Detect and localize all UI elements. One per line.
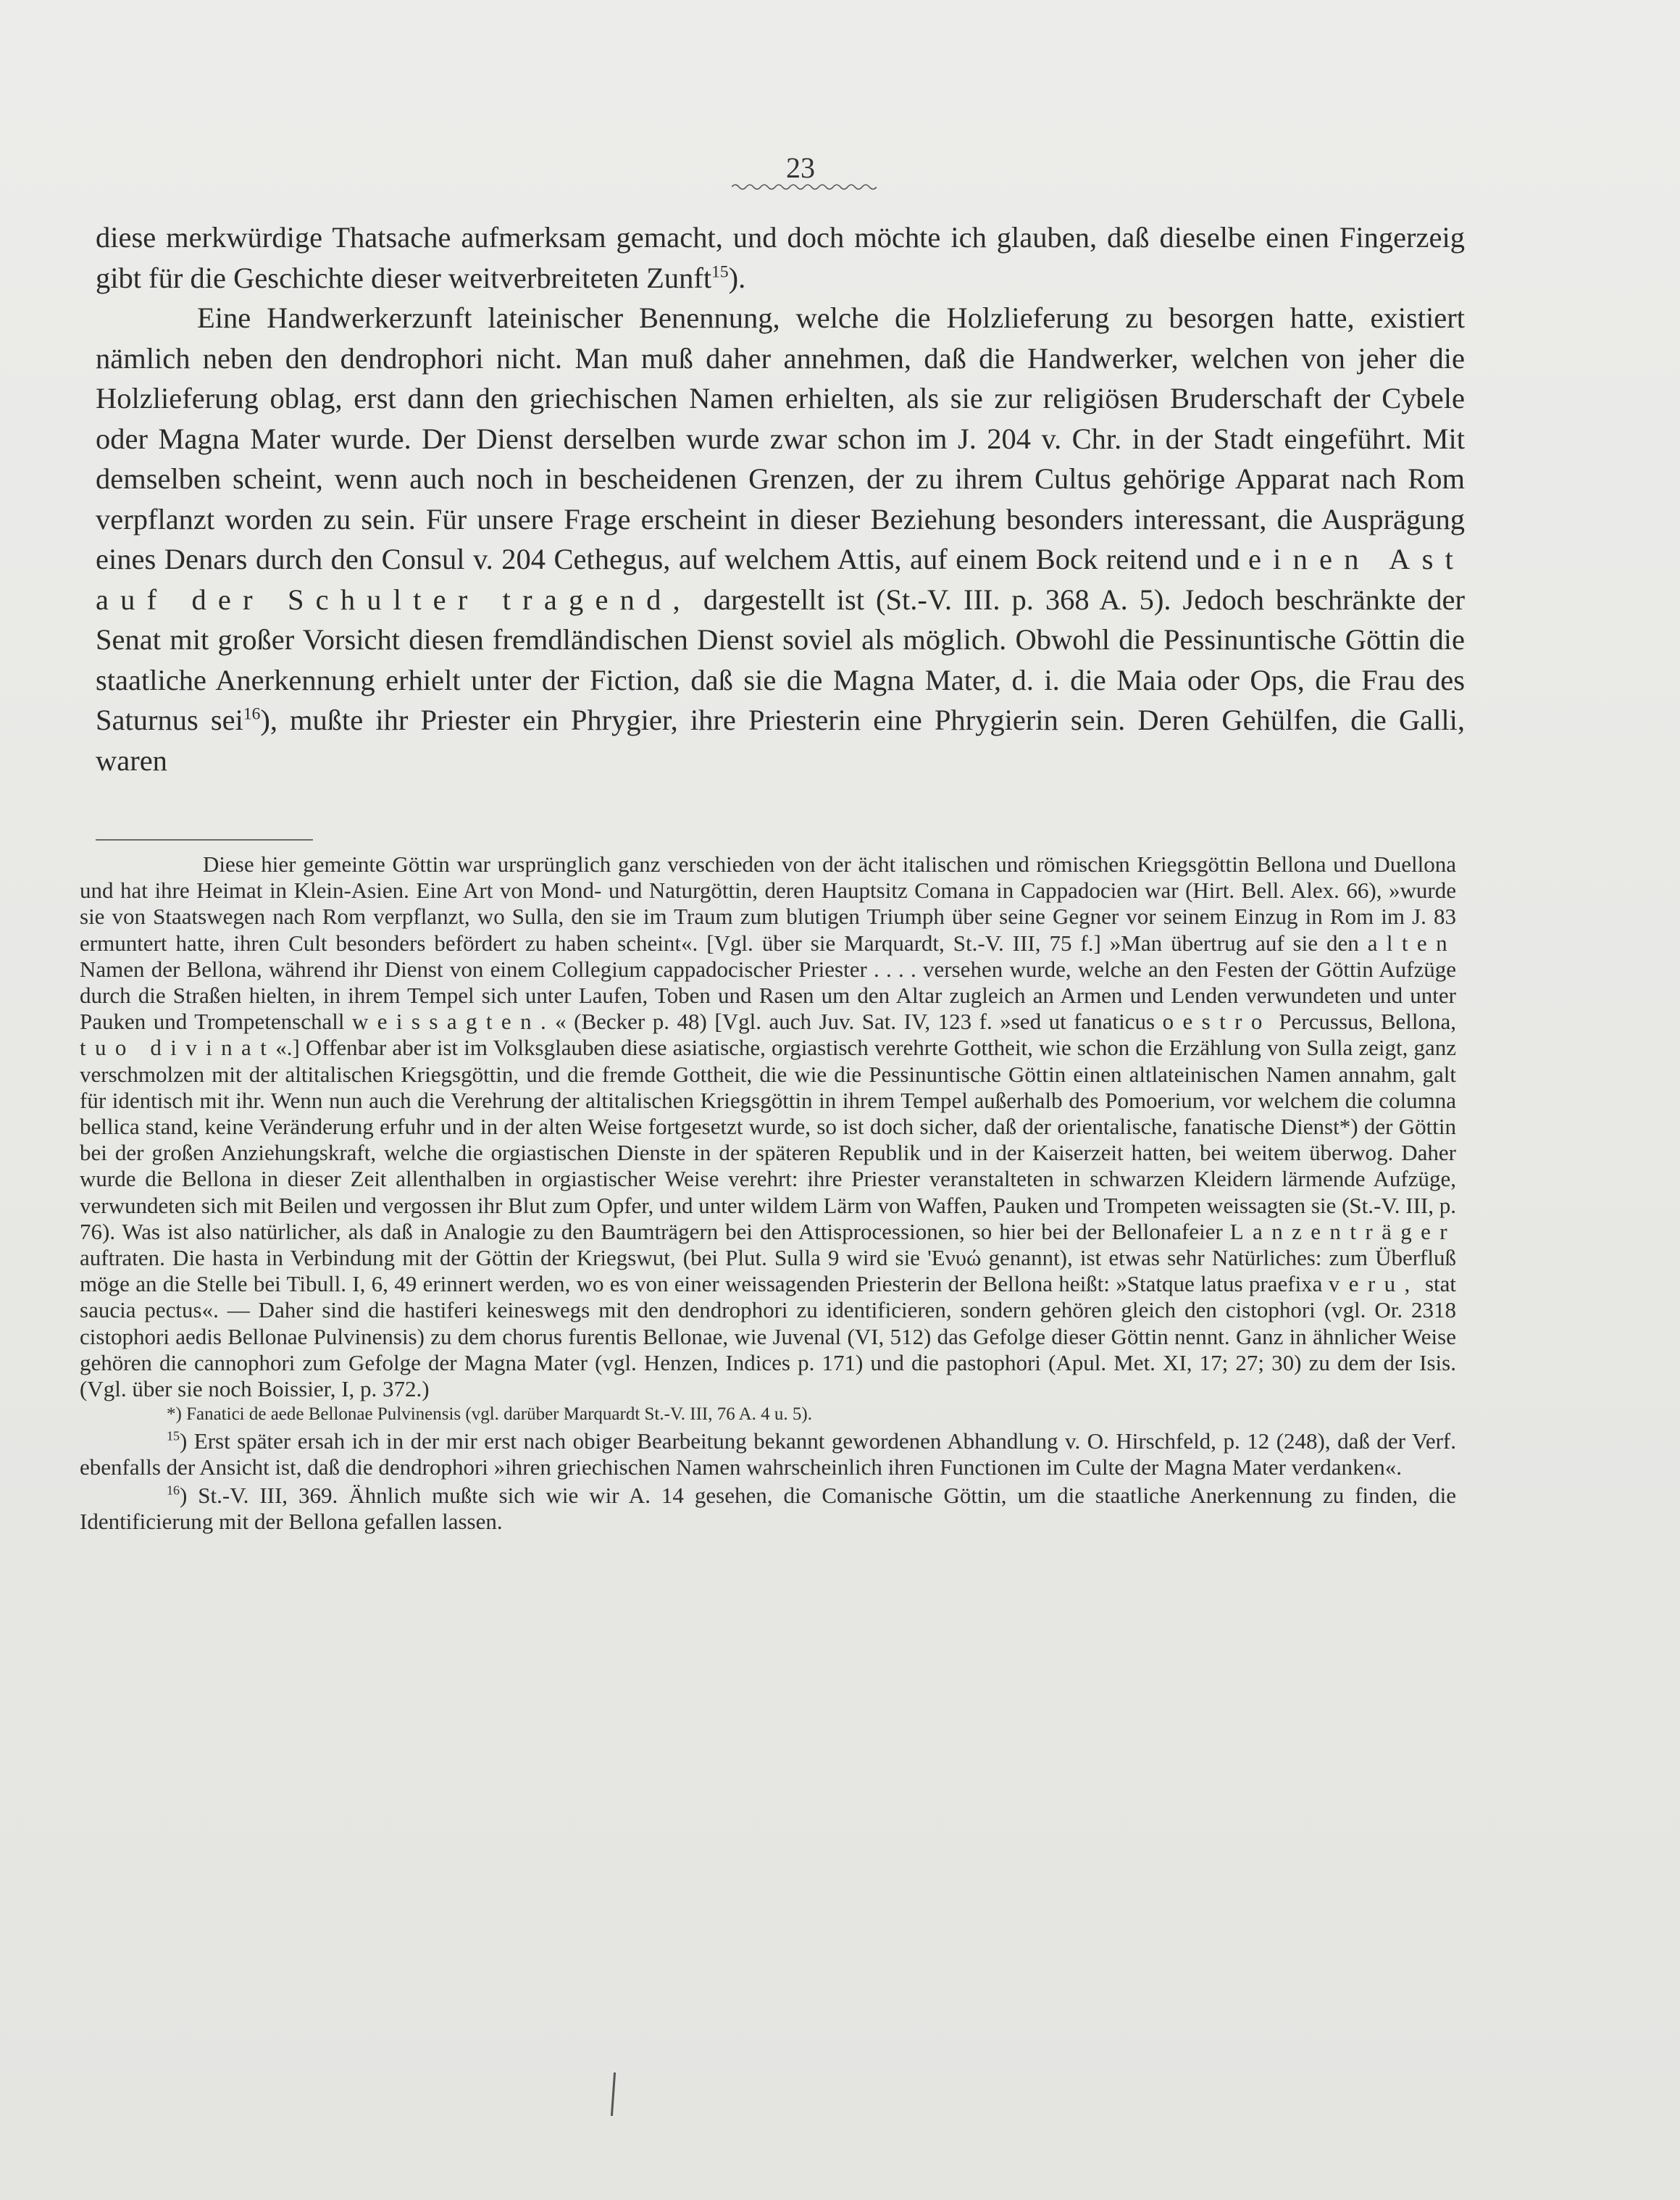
fn14-text-e: «.] Offenbar aber ist im Volksglauben diese asiatische, orgiastisch verehrte Gottheit, wie schon die Erzählung von Sulla zeigt, ganz verschmolzen mit der altitalischen Kriegsgöttin, und die fremde Gottheit, die wie die Pessinuntische Göttin einen altlateinischen Namen annahm, galt für identisch mit ihr. Wenn nun auch die Verehrung der altitalischen Kriegsgöttin in ihrem Tempel außerhalb des Pomoerium, vor welchem die columna bellica stand, keine Veränderung erfuhr und in der alten Weise fortgesetzt wurde, so ist doch sicher, daß der orientalische, fanatische Dienst*) der Göttin bei der großen Anziehungskraft, welche die orgiastischen Dienste in der späteren Republik und in der Kaiserzeit hatten, bei weitem überwog. Daher wurde die Bellona in dieser Zeit allenthalben in orgiastischer Weise verehrt: ihre Priester veranstalteten in schwarzen Kleidern lärmende Aufzüge, verwundeten sich mit Beilen und vergossen ihr Blut zum Opfer, und unter wildem Lärm von Waffen, Pauken und Trompeten weissagten sie (St.-V. III, p. 76). Was ist also natürlicher, als daß in Analogie zu den Baumträgern bei den Attisprocessionen, so hier bei der Bellonafeier — [80, 1035, 1456, 1244]
footnote-16 — [80, 1483, 1456, 1535]
fn15-marker: 15 — [167, 1428, 180, 1443]
footnote-rule — [96, 839, 313, 841]
fn14-text-f: auftraten. Die hasta in Verbindung mit der Göttin der Kriegswut, (bei Plut. Sulla 9 wird sie 'Ενυώ genannt), ist etwas sehr Natürliches: zum Überfluß möge an die Stelle bei Tibull. I, 6, 49 erinnert werden, wo es von einer weissagenden Priesterin der Bellona heißt: »Statque latus praefixa — [80, 1245, 1456, 1297]
p1-end: ). — [728, 261, 746, 294]
fn14-spaced-1: alten — [1367, 930, 1456, 956]
fn14-spaced-2: weissagten. — [351, 1009, 556, 1035]
ornament-wavy-line — [732, 183, 877, 191]
p2-text-c: ), mußte ihr Priester ein Phrygier, ihre Priesterin eine Phrygierin sein. Deren Gehülfen, die Galli, waren — [96, 704, 1465, 777]
fn14-text-b: Namen der Bellona, während ihr Dienst von einem Collegium cappadocischer Priester . . . . versehen wurde, welche an den Festen der Göttin Aufzüge durch die Straßen hielten, in ihrem Tempel sich unter Laufen, Toben und Rasen um den Altar zugleich an Armen und Lenden verwundeten und unter Pauken und Trompetenschall — [80, 956, 1456, 1035]
p2-spaced-text: einen Ast auf der Schulter tragend, — [96, 543, 1466, 616]
footnote-15 — [80, 1428, 1456, 1480]
fn14-text-g: stat saucia pectus«. — Daher sind die hastiferi keineswegs mit den dendrophori zu identificieren, sondern gehören gleich den cistophori (vgl. Or. 2318 cistophori aedis Bellonae Pulvinensis) zu dem chorus furentis Bellonae, wie Juvenal (VI, 512) das Gefolge dieser Göttin nennt. Ganz in ähnlicher Weise gehören die cannophori zum Gefolge der Magna Mater (vgl. Henzen, Indices p. 171) und die pastophori (Apul. Met. XI, 17; 27; 30) zu dem der Isis. (Vgl. über sie noch Boissier, I, p. 372.) — [80, 1271, 1457, 1402]
footnote-ref-16: 16 — [243, 704, 261, 724]
fn14-text-d: Percussus, Bellona, — [1279, 1009, 1457, 1035]
footnote-star: *) Fanatici de aede Bellonae Pulvinensis (vgl. darüber Marquardt St.-V. III, 76 A. 4 u. 5). — [167, 1404, 813, 1425]
fn14-spaced-3: oestro — [1162, 1009, 1271, 1035]
footnote-14 — [80, 851, 1456, 1402]
page-number: 23 — [786, 151, 815, 184]
pencil-mark — [611, 2072, 616, 2116]
fn15-text: ) Erst später ersah ich in der mir erst nach obiger Bearbeitung bekannt gewordenen Abhandlung v. O. Hirschfeld, p. 12 (248), daß der Verf. ebenfalls der Ansicht ist, daß die dendrophori »ihren griechischen Namen wahrscheinlich ihren Functionen im Culte der Magna Mater verdanken«. — [80, 1428, 1456, 1480]
p2-text-a: Eine Handwerkerzunft lateinischer Benennung, welche die Holzlieferung zu besorgen hatte, existiert nämlich neben den dendrophori nicht. Man muß daher annehmen, daß die Handwerker, welchen von jeher die Holzlieferung oblag, erst dann den griechischen Namen erhielten, als sie zur religiösen Bruderschaft der Cybele oder Magna Mater wurde. Der Dienst derselben wurde zwar schon im J. 204 v. Chr. in der Stadt eingeführt. Mit demselben scheint, wenn auch noch in bescheidenen Grenzen, der zu ihrem Cultus gehörige Apparat nach Rom verpflanzt worden zu sein. Für unsere Frage erscheint in dieser Beziehung besonders interessant, die Ausprägung eines Denars durch den Consul v. 204 Cethegus, auf welchem Attis, auf einem Bock reitend und — [96, 301, 1465, 575]
footnotes — [80, 851, 1456, 1535]
fn14-text-a: Diese hier gemeinte Göttin war ursprünglich ganz verschieden von der ächt italischen und römischen Kriegsgöttin Bellona und Duellona und hat ihre Heimat in Klein-Asien. Eine Art von Mond- und Naturgöttin, deren Hauptsitz Comana in Cappadocien war (Hirt. Bell. Alex. 66), »wurde sie von Staatswegen nach Rom verpflanzt, wo Sulla, den sie im Traum zum blutigen Triumph über seine Gegner vor seinem Einzug in Rom im J. 83 ermuntert hatte, ihren Cult besonders befördert zu haben scheint«. [Vgl. über sie Marquardt, St.-V. III, 75 f.] »Man übertrug auf sie den — [80, 851, 1456, 956]
fn14-spaced-4: tuo divinat — [80, 1035, 276, 1061]
fn16-text: ) St.-V. III, 369. Ähnlich mußte sich wie wir A. 14 gesehen, die Comanische Göttin, um die staatliche Anerkennung zu finden, die Identificierung mit der Bellona gefallen lassen. — [80, 1482, 1456, 1534]
fn14-text-c: « (Becker p. 48) [Vgl. auch Juv. Sat. IV, 123 f. »sed ut fanaticus — [555, 1009, 1155, 1035]
fn16-marker: 16 — [167, 1483, 180, 1498]
p1-text: diese merkwürdige Thatsache aufmerksam gemacht, und doch möchte ich glauben, daß dieselbe einen Fingerzeig gibt für die Geschichte dieser weitverbreiteten Zunft — [96, 221, 1465, 294]
paragraph-1 — [96, 217, 1465, 298]
paragraph-2 — [96, 298, 1465, 780]
footnote-ref-15: 15 — [711, 262, 729, 281]
p2-text-b: dargestellt ist (St.-V. III. p. 368 A. 5). Jedoch beschränkte der Senat mit großer Vorsicht diesen fremdländischen Dienst soviel als möglich. Obwohl die Pessinuntische Göttin die staatliche Anerkennung erhielt unter der Fiction, daß sie die Magna Mater, d. i. die Maia oder Ops, die Frau des Saturnus sei — [96, 583, 1465, 736]
fn14-spaced-6: veru, — [1328, 1271, 1419, 1297]
fn14-spaced-5: Lanzenträger — [1229, 1218, 1457, 1244]
main-text — [96, 217, 1465, 780]
